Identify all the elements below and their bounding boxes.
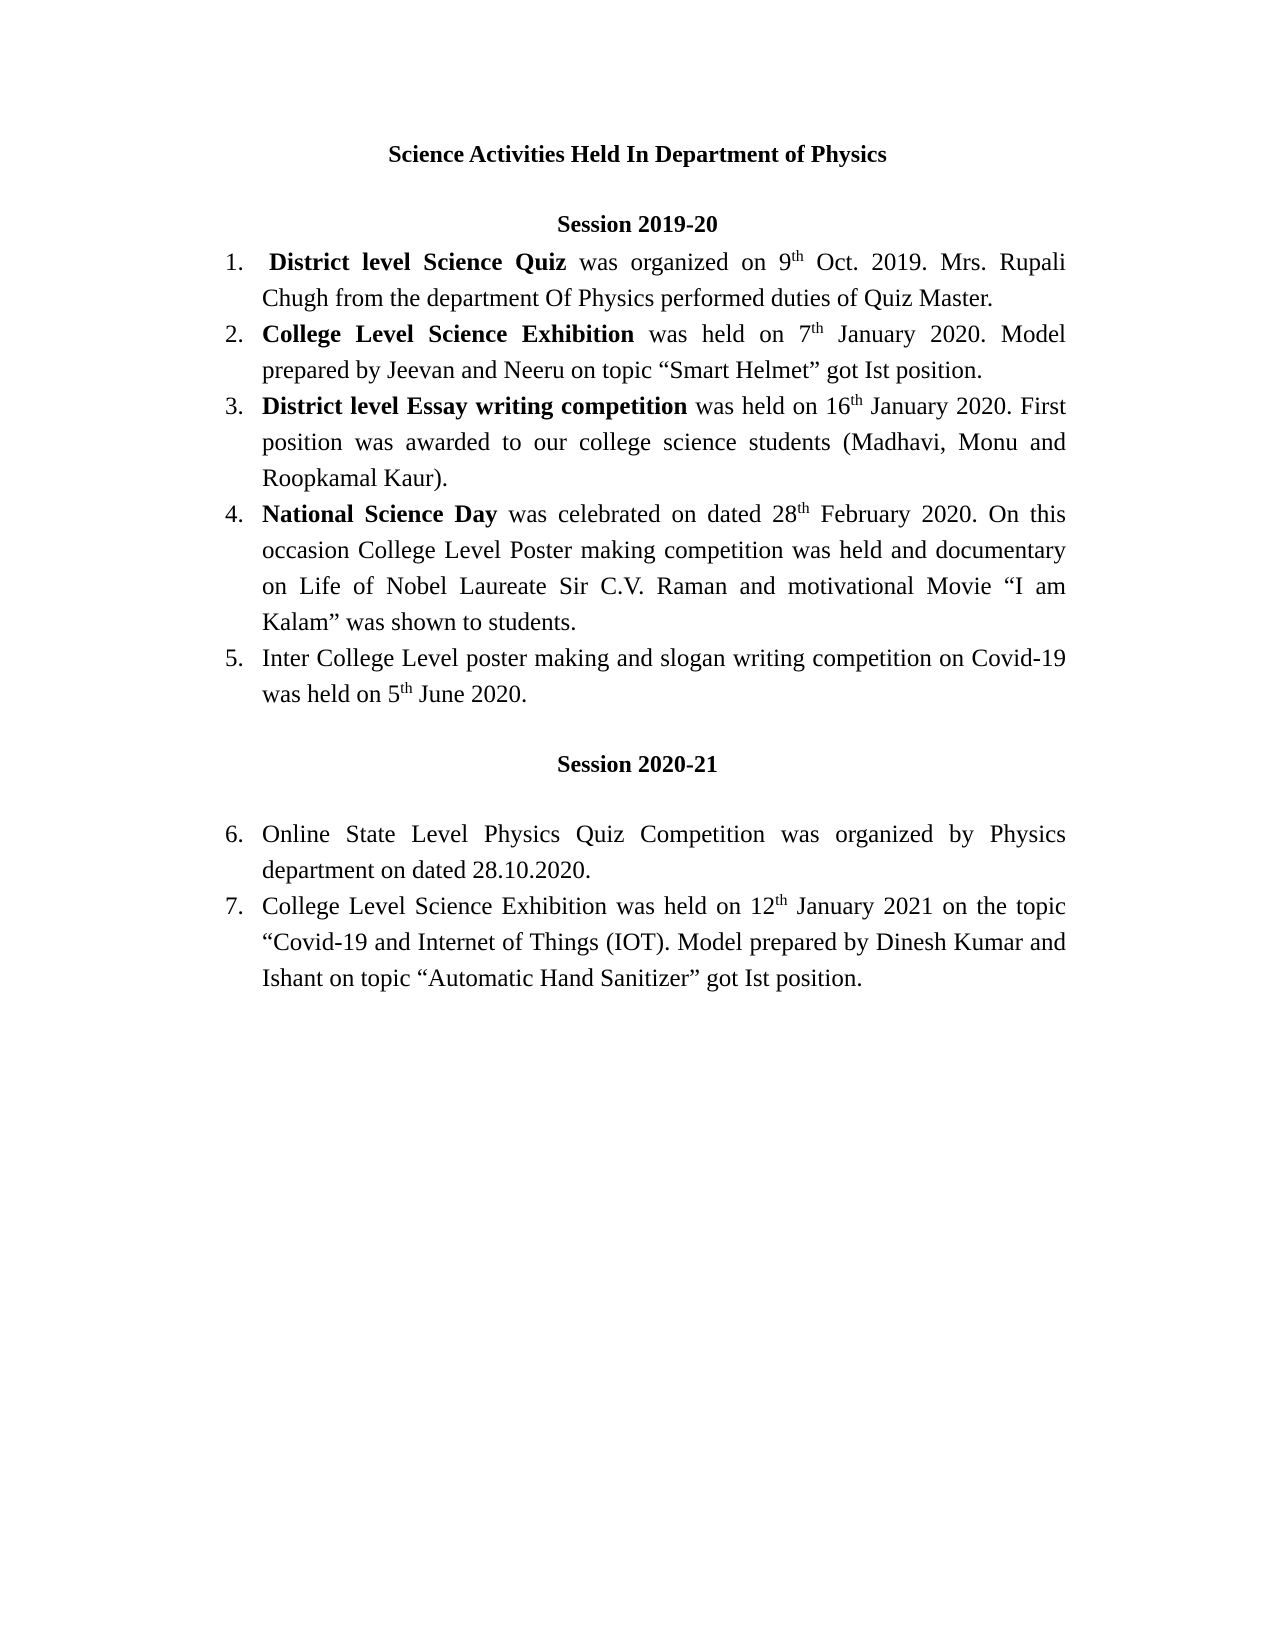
ordinal-suffix: th: [775, 892, 788, 909]
page-title: Science Activities Held In Department of Physics: [388, 142, 887, 168]
list-item: [225, 245, 1066, 317]
item-bold-title: District level Science Quiz: [269, 249, 567, 276]
ordinal-suffix: th: [850, 392, 863, 409]
item-text: [262, 497, 1066, 641]
item-text: [262, 389, 1066, 497]
item-number: 7.: [225, 893, 244, 920]
list-item: [225, 497, 1067, 641]
item-text: [262, 817, 1066, 889]
item-text-part: January 2020. Model prepared by Jeevan and Neeru on topic “Smart Helmet” got Ist position.: [262, 321, 1066, 384]
session-heading-2020-21: Session 2020-21: [557, 752, 718, 778]
item-text-part: February 2020. On this occasion College Level Poster making competition was held and documentary on Life of Nobel Laureate Sir C.V. Raman and motivational Movie “I am Kalam” was shown to students.: [262, 501, 1067, 636]
item-number: 6.: [225, 821, 244, 848]
list-item: [225, 817, 1066, 889]
ordinal-suffix: th: [400, 680, 413, 697]
item-text-part: College Level Science Exhibition was held on 12: [262, 893, 776, 920]
item-text-part: January 2020. First position was awarded to our college science students (Madhavi, Monu and Roopkamal Kaur).: [262, 393, 1067, 492]
item-text-part: Online State Level Physics Quiz Competition was organized by Physics department on dated 28.10.2020.: [262, 821, 1066, 884]
list-item: [225, 389, 1067, 497]
item-text-part: January 2021 on the topic “Covid-19 and Internet of Things (IOT). Model prepared by Dinesh Kumar and Ishant on topic “Automatic Hand Sanitizer” got Ist position.: [262, 893, 1066, 992]
ordinal-suffix: th: [811, 320, 824, 337]
item-text-part: June 2020.: [412, 681, 528, 708]
item-text: [262, 317, 1066, 389]
item-bold-title: National Science Day: [262, 501, 498, 528]
activity-list-2020-21: [225, 817, 1066, 997]
item-text: [262, 889, 1066, 997]
item-bold-title: District level Essay writing competition: [262, 393, 688, 420]
item-text-part: Oct. 2019. Mrs. Rupali Chugh from the department Of Physics performed duties of Quiz Master.: [262, 249, 1066, 312]
item-number: 5.: [225, 645, 244, 672]
ordinal-suffix: th: [797, 500, 810, 517]
item-text-part: Inter College Level poster making and slogan writing competition on Covid-19 was held on 5: [262, 645, 1066, 708]
item-text-part: was organized on 9: [566, 249, 792, 276]
list-item: [225, 889, 1066, 997]
item-number: 1.: [225, 249, 244, 276]
item-text-part: was held on 16: [687, 393, 851, 420]
item-bold-title: College Level Science Exhibition: [262, 321, 635, 348]
item-number: 3.: [225, 393, 244, 420]
ordinal-suffix: th: [791, 248, 804, 265]
item-text-part: was celebrated on dated 28: [497, 501, 798, 528]
item-text: [262, 641, 1066, 713]
session-heading-2019-20: Session 2019-20: [557, 212, 718, 238]
list-item: [225, 317, 1066, 389]
item-number: 2.: [225, 321, 244, 348]
item-number: 4.: [225, 501, 244, 528]
item-text: [262, 245, 1066, 317]
item-text-part: was held on 7: [634, 321, 812, 348]
list-item: [225, 641, 1066, 713]
activity-list-2019-20: [225, 245, 1067, 713]
